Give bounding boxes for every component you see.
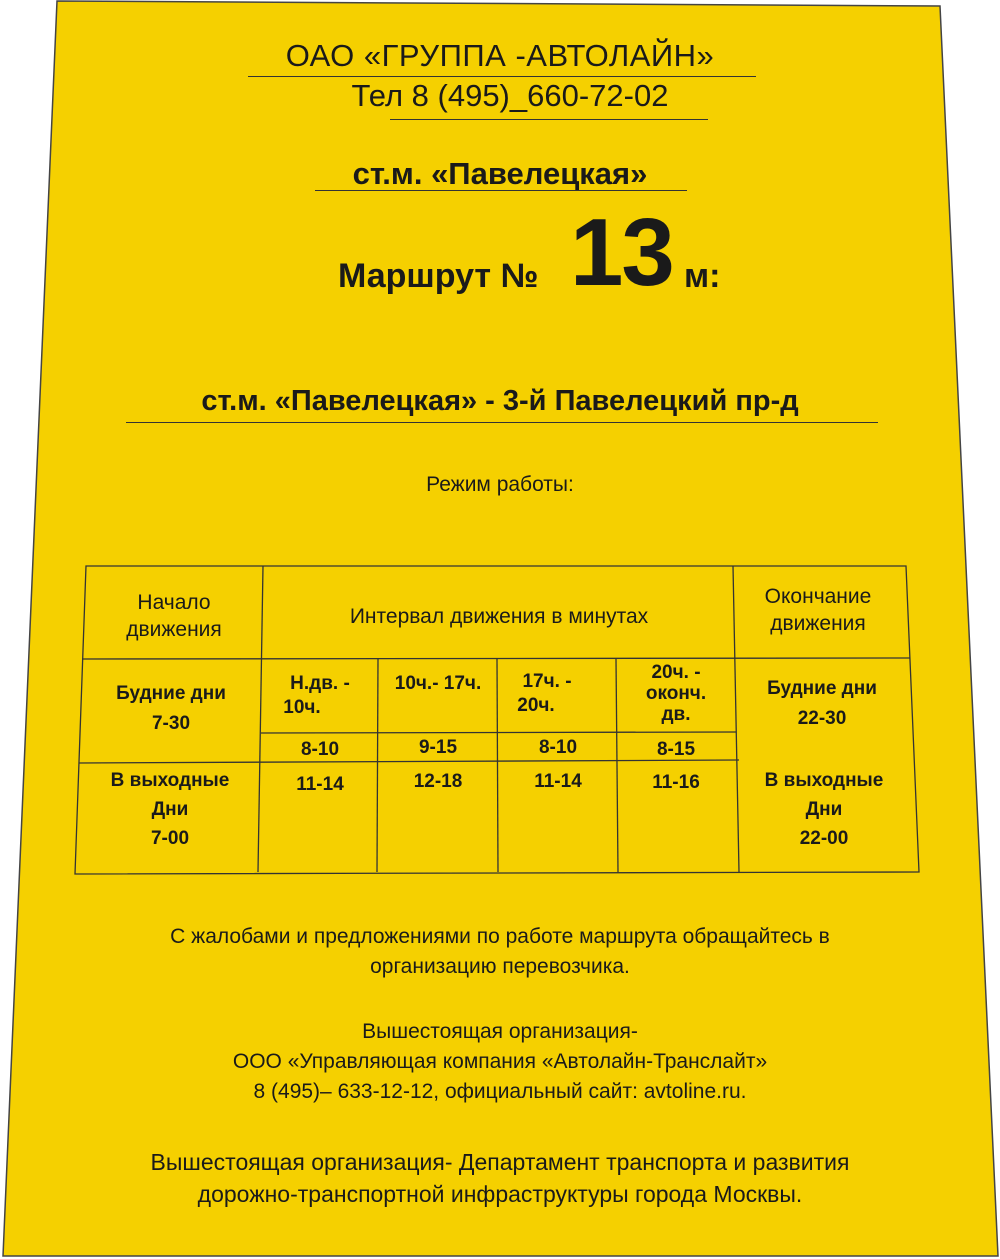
- period-2: [378, 672, 498, 696]
- schedule-title: Режим работы:: [426, 473, 574, 496]
- weekday-interval-4: 8-15: [656, 739, 696, 760]
- period-3-line-1: 17ч. -: [522, 671, 572, 692]
- department-line-1: Вышестоящая организация- Департамент транспорта и развития: [150, 1149, 850, 1175]
- period-1-line-2: 10ч.: [283, 697, 321, 718]
- parent-org-line-3: 8 (495)– 633-12-12, официальный сайт: avtoline.ru.: [253, 1080, 747, 1103]
- weekday-interval-2: 9-15: [418, 737, 458, 758]
- complaints-note: [60, 922, 940, 982]
- period-4-line-3: дв.: [661, 704, 691, 725]
- route-suffix: м:: [684, 257, 721, 295]
- route-path: ст.м. «Павелецкая» - 3-й Павелецкий пр-д: [201, 385, 799, 417]
- weekend-end-label: В выходные: [764, 770, 884, 791]
- weekend-end: [737, 766, 911, 853]
- parent-org-line-2: ООО «Управляющая компания «Автолайн-Транслайт»: [232, 1050, 768, 1073]
- route-label: Маршрут №: [338, 257, 539, 295]
- department-line-2: дорожно-транспортной инфраструктуры города Москвы.: [197, 1181, 803, 1207]
- period-1-line-1: Н.дв. -: [290, 673, 350, 694]
- company-phone: Тел 8 (495)_660-72-02: [351, 78, 669, 113]
- weekday-start-label: Будние дни: [116, 683, 226, 704]
- weekend-end-time: 22-00: [799, 828, 849, 849]
- weekday-end: [736, 674, 908, 734]
- weekday-end-time: 22-30: [797, 708, 847, 729]
- period-4-line-2: оконч.: [645, 683, 707, 704]
- period-4-line-1: 20ч. -: [651, 662, 701, 683]
- period-4: [617, 662, 735, 725]
- end-header: [733, 584, 903, 638]
- weekend-interval-2: 12-18: [413, 771, 463, 792]
- weekday-interval-3: 8-10: [538, 737, 578, 758]
- period-1: [262, 672, 378, 720]
- weekend-start: [80, 766, 260, 853]
- complaints-line-1: С жалобами и предложениями по работе маршрута обращайтесь в: [170, 925, 830, 948]
- weekend-start-time: 7-00: [150, 828, 190, 849]
- start-header-line-1: Начало: [137, 591, 211, 614]
- start-header: [86, 590, 262, 644]
- weekday-end-label: Будние дни: [767, 678, 877, 699]
- department-note: [50, 1146, 950, 1210]
- weekend-interval-4: 11-16: [652, 772, 700, 793]
- route-number: 13: [570, 199, 673, 306]
- weekday-start: [82, 679, 260, 739]
- weekend-start-label-2: Дни: [151, 799, 189, 820]
- weekend-start-label: В выходные: [110, 770, 230, 791]
- weekday-interval-1: 8-10: [300, 739, 340, 760]
- end-header-line-2: движения: [770, 611, 866, 635]
- weekend-interval-1: 11-14: [296, 774, 344, 795]
- weekday-start-time: 7-30: [151, 713, 191, 734]
- weekend-interval-3: 11-14: [534, 771, 582, 792]
- company-name: ОАО «ГРУППА -АВТОЛАЙН»: [285, 38, 715, 73]
- interval-header: Интервал движения в минутах: [349, 605, 649, 628]
- parent-organization: [60, 1017, 940, 1107]
- period-2-line-1: 10ч.- 17ч.: [394, 673, 482, 694]
- period-3-line-2: 20ч.: [517, 695, 555, 716]
- station-name: ст.м. «Павелецкая»: [352, 156, 648, 191]
- weekend-end-label-2: Дни: [805, 799, 843, 820]
- complaints-line-2: организацию перевозчика.: [370, 955, 630, 978]
- parent-org-line-1: Вышестоящая организация-: [362, 1020, 638, 1043]
- start-header-line-2: движения: [126, 617, 222, 641]
- end-header-line-1: Окончание: [764, 585, 872, 608]
- period-3: [498, 670, 618, 718]
